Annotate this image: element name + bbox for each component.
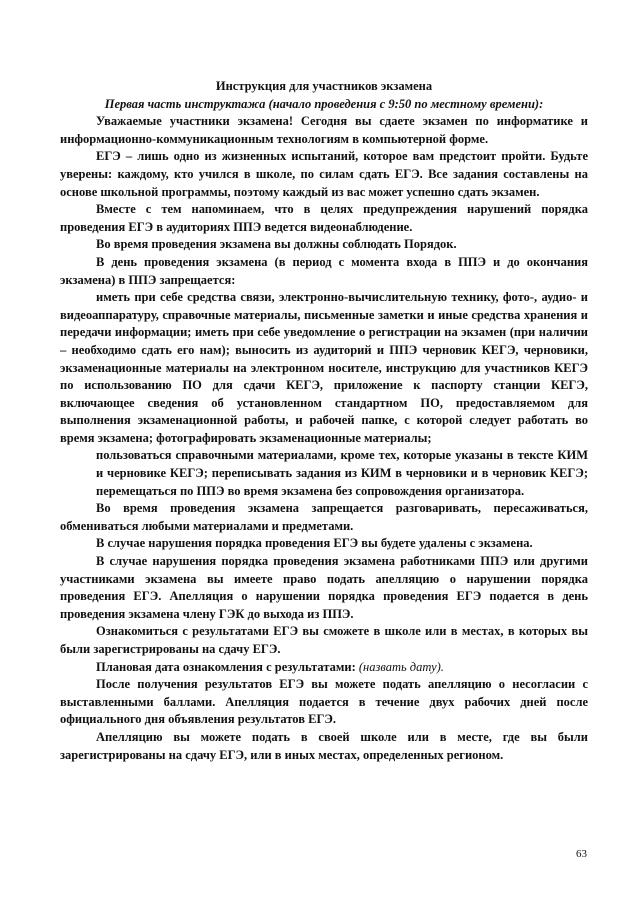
paragraph-removal: В случае нарушения порядка проведения ЕГЭ вы будете удалены с экзамена. — [96, 536, 533, 551]
paragraph-appeal-scores: После получения результатов ЕГЭ вы можете подать апелляцию о несогласии с выставленными баллами. Апелляция подается в течение двух рабочих дней после официального дня объявления результатов ЕГЭ. — [60, 677, 588, 727]
paragraph-appeal-violation: В случае нарушения порядка проведения экзамена работниками ППЭ или другими участниками экзамена вы имеете право подать апелляцию о нарушении порядка проведения ЕГЭ. Апелляция о нарушении порядка проведения ЕГЭ подается в день проведения экзамена члену ГЭК до выхода из ППЭ. — [60, 554, 588, 621]
document-title: Инструкция для участников экзамена — [215, 79, 433, 93]
plan-date-value: (назвать дату). — [358, 659, 444, 674]
paragraph-plan-date — [60, 659, 588, 677]
paragraph-no-talking: Во время проведения экзамена запрещается разговаривать, пересаживаться, обмениваться любыми материалами и предметами. — [60, 501, 588, 533]
document-body — [60, 78, 588, 764]
paragraph-ege-intro: ЕГЭ – лишь одно из жизненных испытаний, которое вам предстоит пройти. Будьте уверены: каждому, кто учился в школе, по силам сдать ЕГЭ. Все задания составлены на основе школьной программы, поэтому каждый из вас может успешно сдать экзамен. — [60, 149, 588, 199]
plan-date-label: Плановая дата ознакомления с результатами: — [96, 659, 356, 674]
document-subtitle: Первая часть инструктажа (начало проведения с 9:50 по местному времени): — [104, 96, 544, 111]
paragraph-results: Ознакомиться с результатами ЕГЭ вы сможете в школе или в местах, в которых вы были зарегистрированы на сдачу ЕГЭ. — [60, 624, 588, 656]
paragraph-video-surveillance: Вместе с тем напоминаем, что в целях предупреждения нарушений порядка проведения ЕГЭ в аудиториях ППЭ ведется видеонаблюдение. — [60, 202, 588, 234]
paragraph-appeal-where: Апелляцию вы можете подать в своей школе или в месте, где вы были зарегистрированы на сдачу ЕГЭ, или в иных местах, определенных регионом. — [60, 729, 588, 762]
paragraph-prohibited-intro: В день проведения экзамена (в период с момента входа в ППЭ и до окончания экзамена) в ППЭ запрещается: — [60, 254, 588, 287]
paragraph-prohibited-materials: пользоваться справочными материалами, кроме тех, которые указаны в тексте КИМ и черновике КЕГЭ; переписывать задания из КИМ в черновики и в черновик КЕГЭ; перемещаться по ППЭ во время экзамена без сопровождения организатора. — [96, 448, 588, 498]
paragraph-prohibited-items: иметь при себе средства связи, электронно-вычислительную технику, фото-, аудио- и видеоаппаратуру, справочные материалы, письменные заметки и иные средства хранения и передачи информации; иметь при себе уведомление о регистрации на экзамен (при наличии – необходимо сдать его нам); выносить из аудиторий и ППЭ черновик КЕГЭ, черновики, экзаменационные материалы на электронном носителе, инструкцию для участников КЕГЭ по использованию ПО для сдачи КЕГЭ, приложение к паспорту станции КЕГЭ, включающее сведения об установленном стандартном ПО, предоставляемом для выполнения экзаменационной работы, и рабочей папке, с которой следует работать во время экзамена; фотографировать экзаменационные материалы; — [60, 290, 588, 445]
page-number: 63 — [576, 848, 587, 860]
paragraph-greeting: Уважаемые участники экзамена! Сегодня вы сдаете экзамен по информатике и информационно-коммуникационным технологиям в компьютерной форме. — [60, 114, 588, 146]
paragraph-follow-rules: Во время проведения экзамена вы должны соблюдать Порядок. — [96, 237, 457, 252]
